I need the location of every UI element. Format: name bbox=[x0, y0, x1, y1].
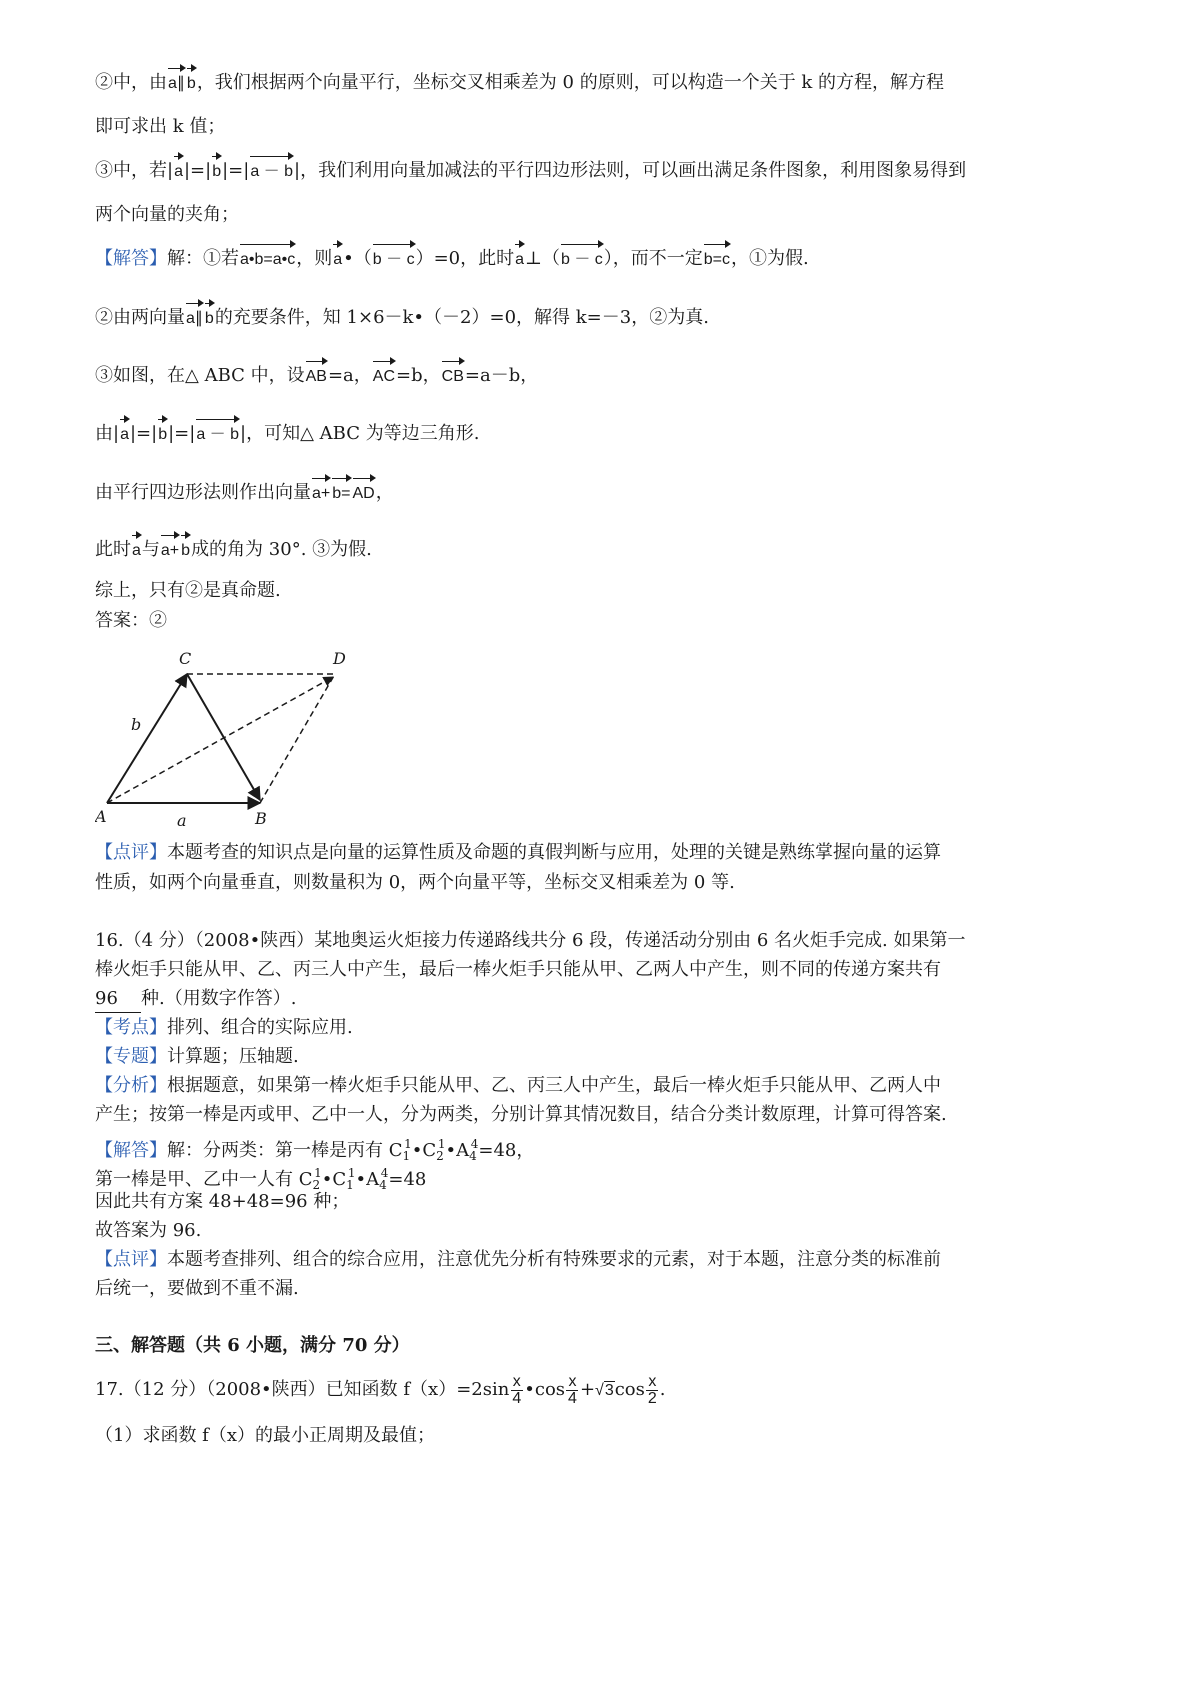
q16-review-1 bbox=[95, 1247, 941, 1273]
text: ③中，若| bbox=[95, 160, 174, 181]
answer-line-7: 综上，只有②是真命题. bbox=[95, 580, 281, 601]
vector-AD: AD bbox=[352, 481, 376, 507]
q16-fenxi-2: 产生；按第一棒是丙或甲、乙中一人，分为两类，分别计算其情况数目，结合分类计数原理，计算可得答案. bbox=[95, 1104, 947, 1125]
analysis-line-1 bbox=[95, 70, 944, 97]
vector-a: a∥ bbox=[167, 71, 186, 97]
text: =b， bbox=[396, 365, 441, 386]
q16-kaodian bbox=[95, 1015, 353, 1041]
vector-b: b bbox=[180, 538, 191, 564]
analysis-line-2: 即可求出 k 值； bbox=[95, 116, 226, 137]
text: 解：分两类：第一棒是丙有 C bbox=[167, 1140, 403, 1161]
segment-AD bbox=[107, 677, 333, 803]
vector-a-plus: a+ bbox=[311, 481, 331, 507]
text: 根据题意，如果第一棒火炬手只能从甲、乙、丙三人中产生，最后一棒火炬手只能从甲、乙两人中 bbox=[167, 1075, 941, 1096]
vector-b: b bbox=[211, 159, 222, 185]
vector-CB: CB bbox=[441, 364, 465, 390]
segment-CB bbox=[187, 674, 260, 800]
q16-line-2: 棒火炬手只能从甲、乙、丙三人中产生，最后一棒火炬手只能从甲、乙两人中产生，则不同的传递方案共有 bbox=[95, 959, 941, 980]
vector-a: a bbox=[173, 159, 184, 185]
tag: 【专题】 bbox=[95, 1046, 167, 1067]
text: 本题考查的知识点是向量的运算性质及命题的真假判断与应用，处理的关键是熟练掌握向量的运算 bbox=[167, 842, 941, 863]
text: . bbox=[659, 1379, 666, 1400]
vector-b-minus-c: b － c bbox=[560, 247, 604, 273]
answer-line-8: 答案：② bbox=[95, 610, 167, 631]
review1-line-1 bbox=[95, 840, 941, 866]
text: ，则 bbox=[296, 248, 333, 269]
review1-line-2: 性质，如两个向量垂直，则数量积为 0，两个向量平等，坐标交叉相乘差为 0 等. bbox=[95, 872, 735, 893]
vector-AC: AC bbox=[372, 364, 396, 390]
answer-line-5 bbox=[95, 480, 394, 507]
q16-review-2: 后统一，要做到不重不漏. bbox=[95, 1278, 299, 1299]
analysis-line-4: 两个向量的夹角； bbox=[95, 204, 239, 225]
answer-tag: 【解答】 bbox=[95, 248, 167, 269]
fraction-x-4: $\frac{x}{4}$ bbox=[568, 1372, 577, 1407]
label-D: D bbox=[333, 649, 346, 668]
text: ②中，由 bbox=[95, 72, 167, 93]
q16-jieda-3: 因此共有方案 48+48=96 种； bbox=[95, 1191, 350, 1212]
answer-line-2 bbox=[95, 305, 709, 332]
vector-expr: a•b=a•c bbox=[239, 247, 296, 273]
fraction-x-2: $\frac{x}{2}$ bbox=[647, 1372, 657, 1407]
q17-stem bbox=[95, 1372, 666, 1409]
answer-line-1 bbox=[95, 246, 809, 273]
tag: 【解答】 bbox=[95, 1140, 167, 1161]
text: ）=0，此时 bbox=[415, 248, 515, 269]
q16-jieda-2: 第一棒是甲、乙中一人有 $C_2^1•C_1^1•A_4^4=48$ bbox=[95, 1166, 427, 1192]
text: ②由两向量 bbox=[95, 307, 185, 328]
text: 第一棒是甲、乙中一人有 C bbox=[95, 1169, 313, 1190]
text: 由平行四边形法则作出向量 bbox=[95, 482, 311, 503]
text: =a， bbox=[327, 365, 372, 386]
label-B: B bbox=[255, 809, 267, 828]
vector-b: b bbox=[157, 422, 168, 448]
text: •（ bbox=[343, 248, 372, 269]
text: |=| bbox=[129, 423, 158, 444]
answer-line-4 bbox=[95, 421, 479, 448]
text: |=| bbox=[222, 160, 250, 181]
vector-a: a bbox=[131, 538, 142, 564]
vector-a-minus-b: a － b bbox=[195, 422, 240, 448]
vector-a-parallel: a∥ bbox=[185, 306, 204, 332]
text: 成的角为 30°. ③为假. bbox=[191, 539, 372, 560]
text: 17.（12 分）（2008•陕西）已知函数 f（x）=2sin bbox=[95, 1379, 510, 1400]
q17-part-1: （1）求函数 f（x）的最小正周期及最值； bbox=[95, 1425, 435, 1446]
vector-a: a bbox=[514, 247, 525, 273]
text: |=| bbox=[168, 423, 196, 444]
text: cos bbox=[614, 1379, 645, 1400]
vector-b-minus-c: b － c bbox=[372, 247, 416, 273]
text: ⊥（ bbox=[525, 248, 560, 269]
text: 由| bbox=[95, 423, 120, 444]
text: 排列、组合的实际应用. bbox=[167, 1017, 353, 1038]
tag: 【点评】 bbox=[95, 1249, 167, 1270]
vector-b-eq: b= bbox=[331, 481, 351, 507]
text: •cos bbox=[524, 1379, 566, 1400]
text: |，可知△ ABC 为等边三角形. bbox=[240, 423, 480, 444]
vector-a-minus-b: a － b bbox=[249, 159, 294, 185]
text: ③如图，在△ ABC 中，设 bbox=[95, 365, 305, 386]
vector-a: a bbox=[119, 422, 130, 448]
section3-title: 三、解答题（共 6 小题，满分 70 分） bbox=[95, 1335, 410, 1356]
text: ，我们根据两个向量平行，坐标交叉相乘差为 0 的原则，可以构造一个关于 k 的方程，解方程 bbox=[196, 72, 945, 93]
label-a: a bbox=[177, 811, 187, 830]
text: 计算题；压轴题. bbox=[167, 1046, 299, 1067]
review-tag: 【点评】 bbox=[95, 842, 167, 863]
text: 解：①若 bbox=[167, 248, 239, 269]
text: + bbox=[579, 1379, 596, 1400]
sqrt-3: √3 bbox=[595, 1382, 614, 1399]
vector-a-plus: a+ bbox=[160, 538, 180, 564]
vector-b-eq-c: b=c bbox=[703, 247, 731, 273]
vector-b: b bbox=[204, 306, 215, 332]
text: |，我们利用向量加减法的平行四边形法则，可以画出满足条件图象，利用图象易得到 bbox=[294, 160, 967, 181]
q16-fenxi-1 bbox=[95, 1073, 941, 1099]
q16-zhuanti bbox=[95, 1044, 299, 1070]
segment-AC bbox=[107, 674, 187, 803]
segment-BD bbox=[260, 674, 335, 803]
q16-line-3 bbox=[95, 986, 296, 1013]
label-A: A bbox=[95, 807, 107, 826]
tag: 【考点】 bbox=[95, 1017, 167, 1038]
fraction-x-4: $\frac{x}{4}$ bbox=[512, 1372, 522, 1407]
q16-jieda-4: 故答案为 96. bbox=[95, 1220, 202, 1241]
label-b: b bbox=[131, 715, 142, 734]
parallelogram-figure bbox=[95, 640, 375, 830]
text: =a－b， bbox=[464, 365, 539, 386]
text: 此时 bbox=[95, 539, 131, 560]
text: 与 bbox=[141, 539, 160, 560]
text: 本题考查排列、组合的综合应用，注意优先分析有特殊要求的元素，对于本题，注意分类的标准前 bbox=[167, 1249, 941, 1270]
answer-line-6 bbox=[95, 537, 372, 564]
analysis-line-3 bbox=[95, 158, 966, 185]
q16-jieda-1: 【解答】解：分两类：第一棒是丙有 $C_1^1•C_2^1•A_4^4=48$， bbox=[95, 1137, 535, 1163]
vector-AB: AB bbox=[305, 364, 328, 390]
tag: 【分析】 bbox=[95, 1075, 167, 1096]
text: ，①为假. bbox=[731, 248, 809, 269]
answer-blank: 96 bbox=[95, 986, 141, 1013]
text: 的充要条件，知 1×6－k•（－2）=0，解得 k=－3，②为真. bbox=[214, 307, 709, 328]
vector-a: a bbox=[332, 247, 343, 273]
text: ），而不一定 bbox=[603, 248, 703, 269]
text: |=| bbox=[183, 160, 212, 181]
q16-line-1: 16.（4 分）（2008•陕西）某地奥运火炬接力传递路线共分 6 段，传递活动分别由 6 名火炬手完成. 如果第一 bbox=[95, 930, 966, 951]
answer-line-3 bbox=[95, 363, 538, 390]
text: 种.（用数字作答）. bbox=[141, 988, 297, 1009]
text: ， bbox=[375, 482, 394, 503]
vector-b: b bbox=[186, 71, 197, 97]
label-C: C bbox=[179, 649, 192, 668]
